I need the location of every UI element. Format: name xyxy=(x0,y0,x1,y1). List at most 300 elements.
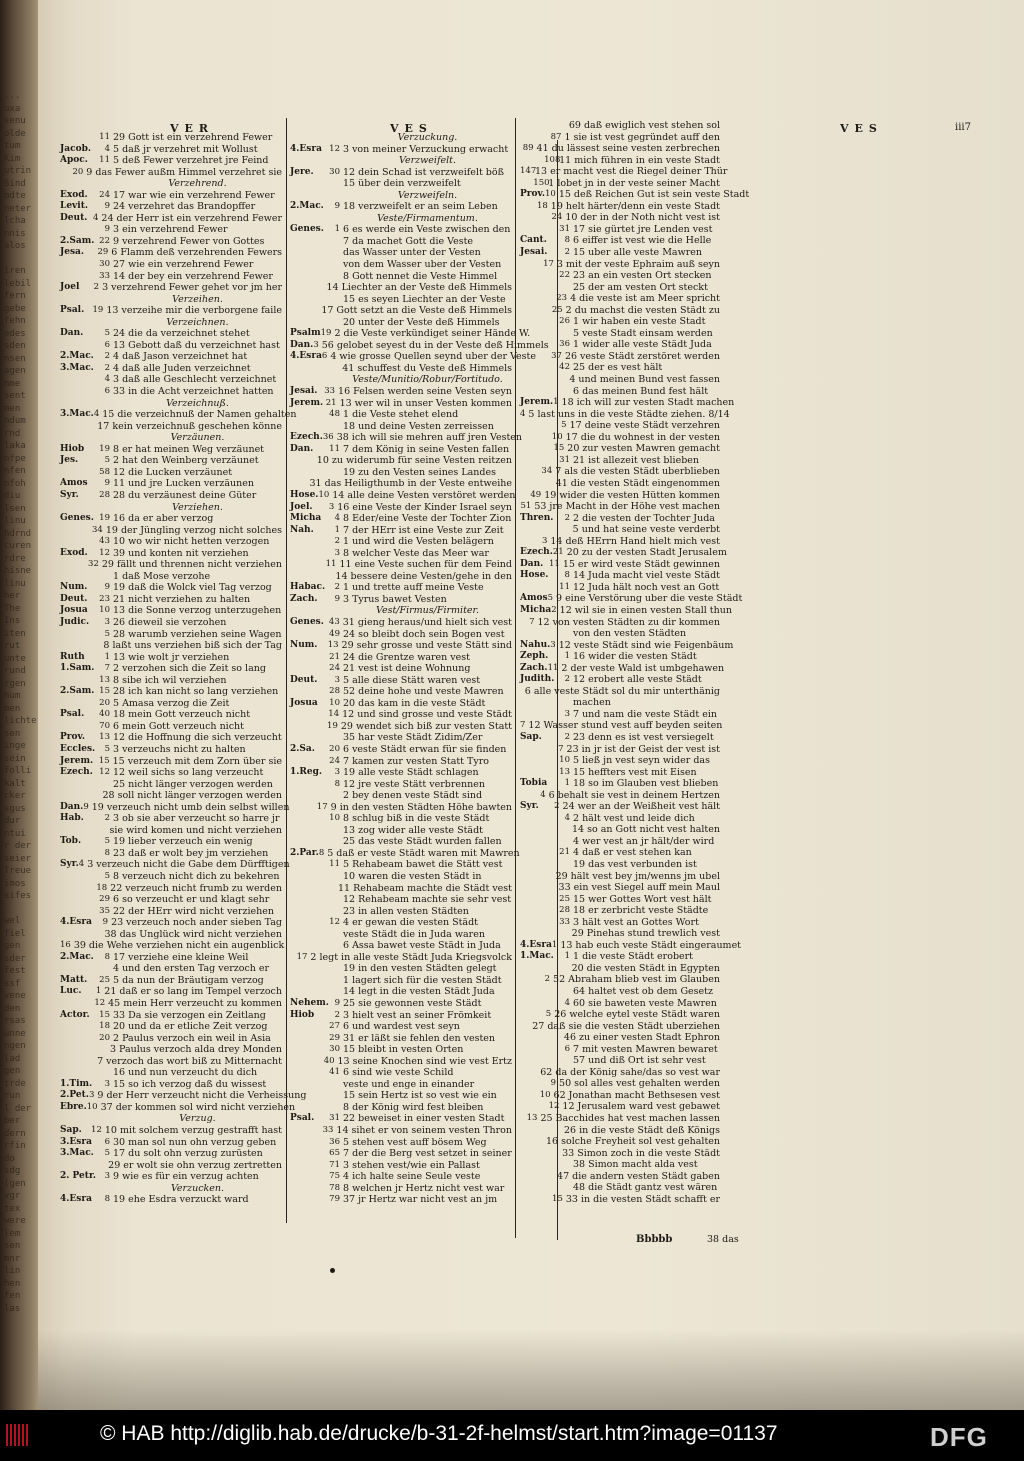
chapter-number: 30 xyxy=(99,259,110,270)
chapter-number xyxy=(328,213,343,225)
index-entry xyxy=(290,236,512,248)
index-entry xyxy=(290,317,512,329)
index-entry xyxy=(290,351,536,363)
book-abbrev xyxy=(520,1171,546,1183)
book-abbrev: Psalm xyxy=(290,328,321,339)
index-entry xyxy=(60,271,282,283)
index-entry xyxy=(290,732,512,744)
chapter-number xyxy=(303,478,310,490)
index-entry xyxy=(520,859,720,871)
entry-text: 33 in die vesten Städt schafft er xyxy=(565,1193,720,1205)
book-abbrev xyxy=(60,1021,98,1033)
entry-text: 7 und nam die veste Städt ein xyxy=(573,708,717,720)
chapter-number: 35 xyxy=(99,905,110,916)
index-entry xyxy=(60,1148,282,1160)
chapter-number: 17 xyxy=(316,801,328,812)
book-abbrev: Eccles. xyxy=(60,743,96,754)
entry-text: Verzucken. xyxy=(170,1182,225,1194)
book-abbrev xyxy=(520,455,558,467)
source-link[interactable]: © HAB http://diglib.hab.de/drucke/b-31-2f-helmst/start.htm?image=01137 xyxy=(100,1422,778,1445)
index-entry xyxy=(60,317,282,329)
entry-text: 3 von meiner Verzuckung erwacht xyxy=(343,143,509,155)
index-entry xyxy=(290,1102,512,1114)
book-abbrev: 2.Sa. xyxy=(290,743,315,754)
index-entry xyxy=(520,432,720,444)
index-entry xyxy=(520,155,720,167)
index-entry xyxy=(290,224,512,236)
entry-text: 5 daß er veste Städt waren mit Mawren xyxy=(327,847,520,859)
book-abbrev: Judic. xyxy=(60,616,90,627)
index-entry xyxy=(290,1010,512,1022)
index-entry xyxy=(290,1113,512,1125)
entry-text: 10 wo wir nicht hetten verzogen xyxy=(113,536,270,548)
book-abbrev xyxy=(520,1055,558,1067)
index-entry xyxy=(60,513,282,525)
book-abbrev xyxy=(290,802,317,814)
entry-text: 18 mein Gott verzeuch nicht xyxy=(113,709,251,721)
entry-text: 52 deine hohe und veste Mawren xyxy=(343,686,504,698)
book-abbrev: Ruth xyxy=(60,651,85,662)
entry-text: 2 der veste Wald ist umbgehawen xyxy=(561,662,725,674)
book-abbrev: Syr. xyxy=(520,801,539,812)
book-abbrev xyxy=(290,559,325,571)
index-entry xyxy=(290,525,512,537)
entry-text: 3 verzehrend Fewer gehet vor jm her xyxy=(102,282,282,294)
book-abbrev xyxy=(520,1125,551,1137)
chapter-number: 12 xyxy=(99,767,110,778)
index-entry xyxy=(520,166,728,178)
chapter-number: 3 xyxy=(328,501,335,512)
book-abbrev xyxy=(290,1102,328,1114)
viewer-footer xyxy=(0,1410,1024,1461)
chapter-number: 2 xyxy=(334,536,340,547)
entry-text: 8 er hat meinen Weg verzäunet xyxy=(113,443,265,455)
index-entry xyxy=(290,455,512,467)
entry-text: 47 die andern vesten Städt gaben xyxy=(557,1170,720,1182)
book-abbrev xyxy=(60,1033,98,1045)
entry-text: 26 veste Städt zerstöret werden xyxy=(564,350,720,362)
index-entry xyxy=(520,709,720,721)
entry-text: 12 erobert alle veste Städt xyxy=(573,674,702,686)
book-abbrev xyxy=(290,813,328,825)
index-entry xyxy=(290,675,512,687)
index-entry xyxy=(290,859,512,871)
index-entry xyxy=(290,432,523,444)
entry-text: 19 verzeuch nicht umb dein selbst willen xyxy=(91,801,290,813)
book-abbrev: Genes. xyxy=(290,224,324,235)
book-abbrev xyxy=(290,1183,328,1195)
index-entry xyxy=(290,559,512,571)
book-abbrev xyxy=(520,755,558,767)
index-entry xyxy=(60,224,282,236)
chapter-number: 1 xyxy=(551,939,558,950)
entry-text: 50 sol alles vest gehalten werden xyxy=(559,1078,720,1090)
chapter-number xyxy=(328,732,343,744)
chapter-number: 5 xyxy=(104,871,110,881)
chapter-number xyxy=(328,1079,343,1091)
index-entry xyxy=(290,663,512,675)
entry-text: 64 haltet vest ob dem Gesetz xyxy=(573,986,713,998)
entry-text: 14 der bey ein verzehrend Fewer xyxy=(113,270,273,282)
index-entry xyxy=(520,455,720,467)
entry-text: 25 der am vesten Ort steckt xyxy=(573,281,708,293)
entry-text: 38 das Unglück wird nicht verziehen xyxy=(104,928,282,940)
book-abbrev xyxy=(60,398,98,410)
book-abbrev: Jerem. xyxy=(520,397,554,408)
chapter-number: 10 xyxy=(539,1089,551,1100)
book-abbrev: Zach. xyxy=(520,662,548,673)
entry-text: 37 der kommen sol wird nicht verziehen xyxy=(100,1101,296,1113)
index-entry xyxy=(290,1194,512,1206)
chapter-number xyxy=(327,363,342,375)
book-abbrev xyxy=(290,663,328,675)
book-abbrev xyxy=(520,790,539,802)
book-abbrev xyxy=(290,859,328,871)
index-entry xyxy=(60,779,282,791)
chapter-number xyxy=(328,1102,343,1114)
chapter-number: 23 xyxy=(99,593,110,604)
index-entry xyxy=(520,374,720,386)
chapter-number: 37 xyxy=(551,350,562,361)
entry-text: 7 der die Berg vest setzet in seiner xyxy=(343,1148,512,1160)
chapter-number: 9 xyxy=(102,917,109,928)
chapter-number: 12 xyxy=(94,998,106,1009)
index-entry xyxy=(60,986,282,998)
index-entry xyxy=(60,698,282,710)
entry-text: 17 du solt ohn verzug zurüsten xyxy=(113,1148,263,1160)
book-abbrev: 2. Petr. xyxy=(60,1171,96,1182)
book-abbrev xyxy=(60,790,90,802)
chapter-number: 29 xyxy=(329,1032,340,1043)
index-entry xyxy=(60,652,282,664)
chapter-number: 8 xyxy=(564,235,570,246)
entry-text: 17 war wie ein verzehrend Fewer xyxy=(113,189,275,201)
index-entry xyxy=(290,617,512,629)
chapter-number xyxy=(328,421,343,433)
book-abbrev xyxy=(520,836,558,848)
chapter-number xyxy=(308,455,317,467)
chapter-number: 3 xyxy=(334,547,340,558)
entry-text: 13 zog wider alle veste Städt xyxy=(343,824,483,836)
book-abbrev xyxy=(290,1090,328,1102)
index-entry xyxy=(520,513,720,525)
entry-text: 38 Simon macht alda vest xyxy=(573,1159,698,1171)
book-abbrev: Habac. xyxy=(290,582,326,593)
book-abbrev: Matt. xyxy=(60,974,88,985)
book-abbrev xyxy=(290,421,328,433)
entry-text: 5 stehen vest auff bösem Weg xyxy=(343,1136,487,1148)
book-abbrev: Psal. xyxy=(290,1113,315,1124)
chapter-number xyxy=(98,294,113,306)
book-abbrev xyxy=(520,1182,558,1194)
entry-text: 5 ließ jn vest seyn wider das xyxy=(573,755,710,767)
chapter-number: 13 xyxy=(327,640,339,651)
entry-text: 57 und diß Ort ist sehr vest xyxy=(573,1055,706,1067)
book-abbrev xyxy=(520,224,558,236)
index-entry xyxy=(60,1056,282,1068)
index-entry xyxy=(290,421,512,433)
entry-text: 15 heffters vest mit Eisen xyxy=(573,766,697,778)
chapter-number: 49 xyxy=(329,628,340,639)
book-abbrev xyxy=(520,1101,549,1113)
index-column-3 xyxy=(520,120,750,1205)
index-entry xyxy=(520,720,723,732)
chapter-number: 21 xyxy=(552,547,564,558)
entry-text: 15 es seyen Liechter an der Veste xyxy=(343,293,506,305)
index-entry xyxy=(60,744,282,756)
entry-text: 6 mein Gott verzeuch nicht xyxy=(113,720,244,732)
index-entry xyxy=(290,444,512,456)
book-abbrev: Nahu. xyxy=(520,639,551,650)
book-abbrev xyxy=(60,525,92,537)
chapter-number: 31 xyxy=(559,223,570,234)
chapter-number: 30 xyxy=(329,166,340,177)
index-entry xyxy=(520,813,720,825)
book-abbrev: Num. xyxy=(60,582,88,593)
chapter-number xyxy=(328,155,343,167)
index-entry xyxy=(290,847,520,860)
chapter-number: 11 xyxy=(99,132,110,142)
chapter-number: 2 xyxy=(104,362,110,373)
book-abbrev: Sap. xyxy=(60,1125,82,1136)
index-entry xyxy=(520,386,720,398)
book-abbrev xyxy=(520,1032,551,1044)
index-entry xyxy=(520,697,720,709)
index-entry xyxy=(290,213,512,225)
book-abbrev: Tob. xyxy=(60,836,82,847)
entry-text: 21 daß er so lang im Tempel verzoch xyxy=(104,986,282,998)
chapter-number xyxy=(328,178,343,190)
entry-text: 19 das vest verbunden ist xyxy=(573,859,697,870)
index-entry xyxy=(60,444,282,456)
index-entry xyxy=(520,824,720,836)
chapter-number: 71 xyxy=(329,1159,340,1170)
column-header-3: VES xyxy=(840,122,883,135)
chapter-number: 34 xyxy=(92,524,103,535)
entry-text: 20 zur vesten Mawren gemacht xyxy=(567,443,720,455)
entry-text: Vest/Firmus/Firmiter. xyxy=(375,605,480,617)
index-entry xyxy=(60,1010,282,1022)
entry-text: 8 welchen jr Hertz nicht vest war xyxy=(343,1182,505,1194)
chapter-number: 28 xyxy=(99,489,110,500)
index-entry xyxy=(290,328,531,340)
entry-text: 5 und hat seine veste verderbt xyxy=(572,524,720,536)
chapter-number: 2 xyxy=(564,674,570,685)
book-abbrev xyxy=(520,709,558,721)
column-rule-2 xyxy=(515,118,516,1238)
entry-text: 11 mich führen in ein veste Stadt xyxy=(559,154,720,166)
book-abbrev xyxy=(60,825,95,837)
entry-text: 23 denn es ist vest versiegelt xyxy=(573,731,714,743)
index-entry xyxy=(60,756,282,768)
book-abbrev: Hiob xyxy=(60,443,85,454)
entry-text: 38 ich will sie mehren auff jren Vesten xyxy=(336,432,523,444)
book-abbrev xyxy=(290,929,328,941)
book-abbrev: Dan. xyxy=(290,339,314,350)
chapter-number: 3 xyxy=(334,674,340,685)
chapter-number xyxy=(312,305,322,317)
index-entry xyxy=(290,986,512,998)
index-entry xyxy=(60,421,282,433)
entry-text: 24 die Grentze waren vest xyxy=(343,651,470,663)
entry-text: 11 Rehabeam machte die Städt vest xyxy=(338,882,512,894)
index-entry xyxy=(520,1182,720,1194)
book-abbrev xyxy=(290,1148,328,1160)
chapter-number xyxy=(90,790,102,802)
index-entry xyxy=(60,571,282,583)
index-entry xyxy=(60,190,282,202)
book-abbrev: Thren. xyxy=(520,512,554,523)
chapter-number: 41 xyxy=(329,1067,340,1078)
book-abbrev xyxy=(520,697,558,709)
entry-text: 1 lobet jn in der veste seiner Macht xyxy=(548,177,720,189)
entry-text: 23 in allen vesten Städten xyxy=(343,905,469,917)
chapter-number: 6 xyxy=(104,339,110,350)
entry-text: 14 Juda macht viel veste Städt xyxy=(572,570,720,582)
index-entry xyxy=(290,640,512,652)
book-abbrev xyxy=(60,536,98,548)
chapter-number: 40 xyxy=(323,1055,335,1066)
book-abbrev xyxy=(520,1067,533,1079)
chapter-number xyxy=(558,1055,573,1067)
entry-text: 12 veste Städt sind wie Feigenbäum xyxy=(558,639,734,651)
book-abbrev: 4.Esra xyxy=(290,143,322,154)
chapter-number: 33 xyxy=(559,916,570,927)
index-entry xyxy=(60,675,282,687)
index-entry xyxy=(520,847,720,859)
index-entry xyxy=(290,871,512,883)
book-abbrev: Ezech. xyxy=(290,432,323,443)
entry-text: 17 die du wohnest in der vesten xyxy=(565,431,720,443)
index-entry xyxy=(60,559,282,571)
entry-text: 15 uber alle veste Mawren xyxy=(573,247,703,259)
index-entry xyxy=(290,1171,512,1183)
chapter-number: 4 xyxy=(104,374,110,385)
book-abbrev xyxy=(520,905,558,917)
entry-text: 2 hält vest und leide dich xyxy=(573,812,695,824)
book-abbrev: Josua xyxy=(290,697,318,708)
index-entry xyxy=(520,674,720,686)
index-entry xyxy=(520,604,732,617)
book-abbrev xyxy=(290,548,328,560)
index-entry xyxy=(290,1033,512,1045)
index-entry xyxy=(60,952,282,964)
index-entry xyxy=(60,871,282,883)
index-entry xyxy=(520,582,720,594)
book-abbrev: Hiob xyxy=(290,1009,315,1020)
entry-text: 2 hat den Weinberg verzäunet xyxy=(113,455,259,467)
entry-text: Verzug. xyxy=(179,1113,216,1125)
chapter-number: 58 xyxy=(99,466,110,477)
chapter-number: 3 xyxy=(541,535,548,546)
book-abbrev xyxy=(290,1171,328,1183)
entry-text: 2 verzohen sich die Zeit so lang xyxy=(113,663,266,675)
book-abbrev: Jerem. xyxy=(60,755,94,766)
entry-text: 13 verzeihe mir die verborgene faile xyxy=(106,305,282,317)
index-entry xyxy=(520,986,720,998)
book-abbrev xyxy=(290,1067,328,1079)
book-abbrev: Ebre. xyxy=(60,1101,87,1112)
index-entry xyxy=(520,917,720,929)
chapter-number: 48 xyxy=(329,409,340,420)
entry-text: 23 in jr ist der Geist der vest ist xyxy=(566,743,720,755)
entry-text: 29 sehr grosse und veste Stätt sind xyxy=(341,640,512,652)
index-entry xyxy=(520,639,734,652)
chapter-number: 12 xyxy=(91,1125,102,1136)
chapter-number xyxy=(328,271,343,283)
book-abbrev xyxy=(290,317,328,329)
chapter-number: 33 xyxy=(324,386,336,397)
index-entry xyxy=(520,998,720,1010)
chapter-number xyxy=(328,963,343,975)
book-abbrev: 4.Esra xyxy=(60,1194,92,1205)
chapter-number: 11 xyxy=(329,859,340,870)
entry-text: 14 alle deine Vesten verstöret werden xyxy=(332,489,516,501)
index-entry xyxy=(290,779,512,791)
book-abbrev xyxy=(520,986,558,998)
entry-text: 62 Jonathan macht Bethsesen vest xyxy=(553,1089,720,1101)
chapter-number: 1 xyxy=(95,986,102,997)
book-abbrev xyxy=(290,883,324,895)
index-entry xyxy=(520,259,720,271)
book-abbrev xyxy=(520,443,553,455)
chapter-number: 9 xyxy=(334,201,340,212)
entry-text: 6 Flamm deß verzehrenden Fewers xyxy=(111,247,282,259)
chapter-number: 11 xyxy=(99,155,110,166)
entry-text: 3 verzeuchs nicht zu halten xyxy=(113,743,246,755)
entry-text: 19 helt härter/denn ein veste Stadt xyxy=(550,200,720,212)
chapter-number: 5 xyxy=(561,420,567,431)
book-abbrev xyxy=(290,478,303,490)
chapter-number: 19 xyxy=(99,443,110,454)
chapter-number: 6 xyxy=(564,1043,570,1054)
chapter-number: 6 xyxy=(321,351,328,362)
index-entry xyxy=(60,525,282,537)
chapter-number xyxy=(98,1113,113,1125)
entry-text: 21 ist allezeit vest blieben xyxy=(573,454,700,466)
chapter-number: 13 xyxy=(526,1113,538,1124)
entry-text: 19 zu den Vesten seines Landes xyxy=(343,466,496,478)
entry-text: sie wird komen und nicht verziehen xyxy=(109,824,282,836)
index-entry xyxy=(60,398,282,410)
entry-text: 15 deß Reichen Gut ist sein veste Stadt xyxy=(558,189,750,201)
chapter-number: 20 xyxy=(99,697,110,708)
index-entry xyxy=(520,224,720,236)
book-abbrev xyxy=(520,1044,558,1056)
entry-text: 2 die Veste verkündiget seiner Hände W. xyxy=(334,328,531,340)
index-entry xyxy=(60,1160,282,1172)
book-abbrev: Ezech. xyxy=(60,767,93,778)
chapter-number: 7 xyxy=(558,743,564,754)
chapter-number: 33 xyxy=(99,270,110,281)
entry-text: 17 Gott setzt an die Veste deß Himmels xyxy=(321,305,512,317)
chapter-number: 4 xyxy=(104,143,110,154)
index-entry xyxy=(290,582,512,594)
book-abbrev xyxy=(290,571,322,583)
book-abbrev xyxy=(290,190,328,202)
entry-text: 6 Assa bawet veste Städt in Juda xyxy=(343,940,501,952)
entry-text: 20 und da er etliche Zeit verzog xyxy=(113,1021,268,1033)
book-abbrev: Dan. xyxy=(290,443,314,454)
book-abbrev xyxy=(290,1194,328,1206)
book-abbrev xyxy=(290,825,328,837)
book-abbrev xyxy=(290,132,328,144)
book-abbrev xyxy=(290,1079,328,1091)
chapter-number: 11 xyxy=(559,581,570,592)
chapter-number: 13 xyxy=(99,674,110,685)
chapter-number: 9 xyxy=(334,593,340,604)
chapter-number: 10 xyxy=(99,605,110,616)
